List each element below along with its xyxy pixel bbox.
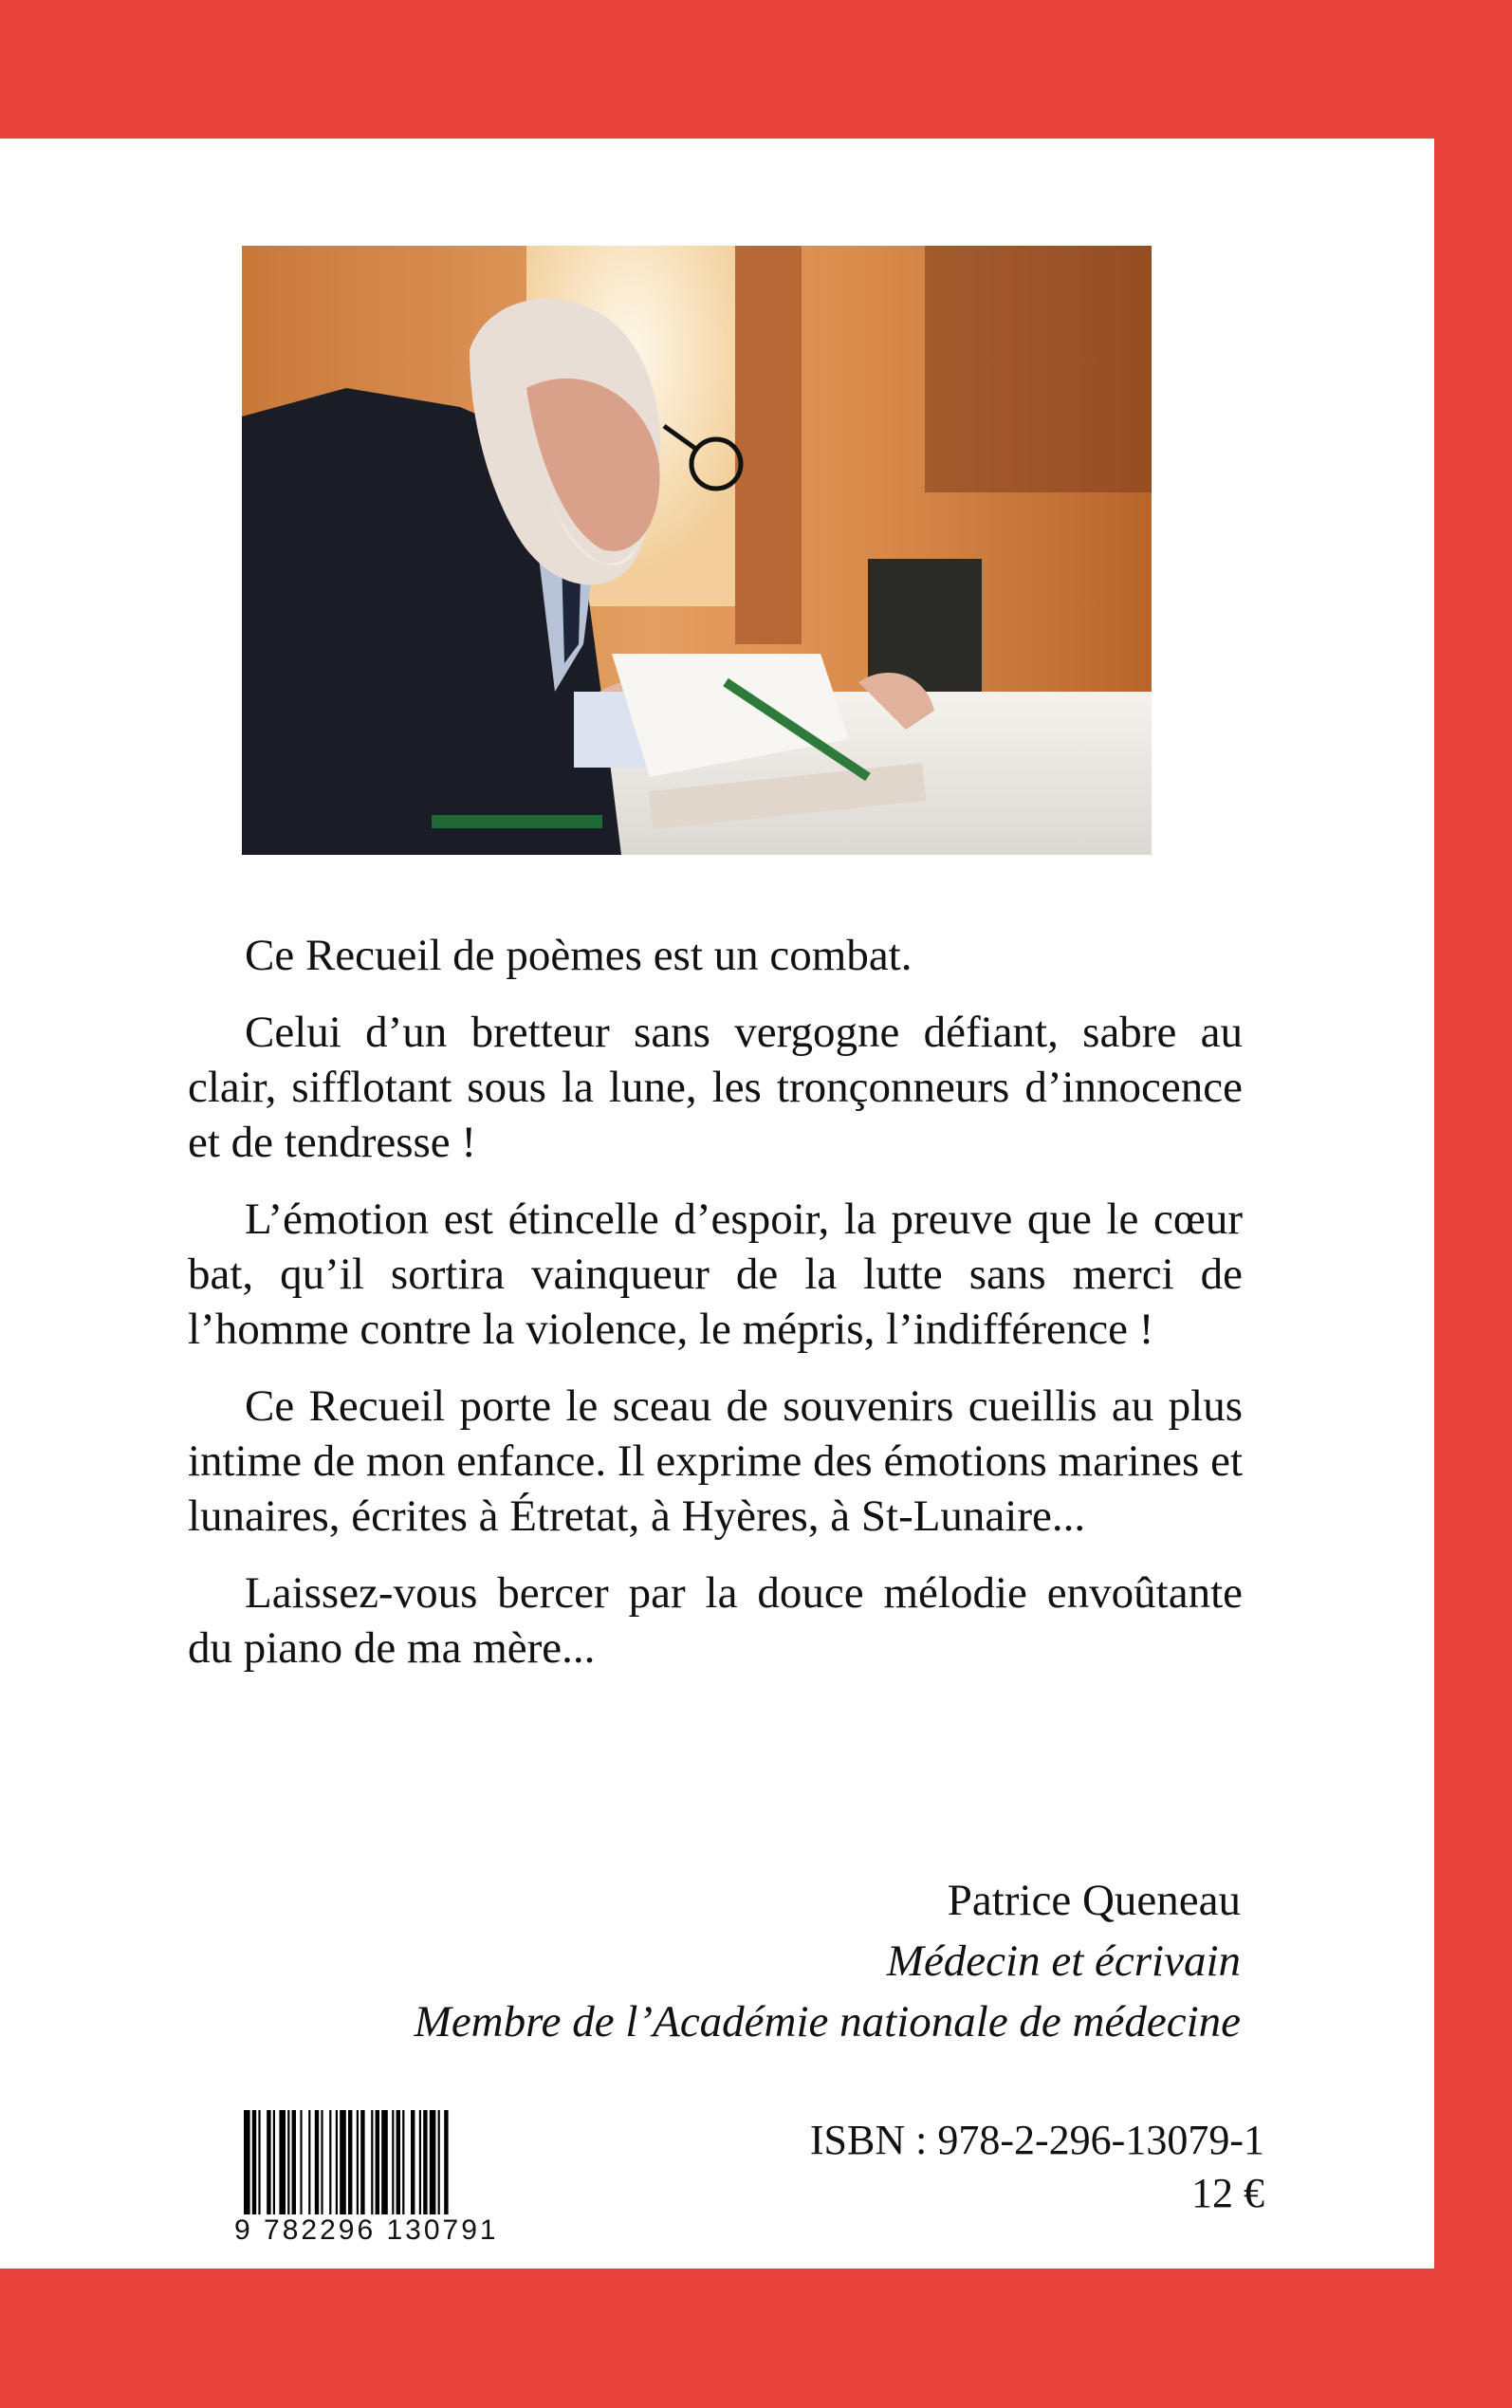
author-role: Médecin et écrivain xyxy=(886,1936,1241,1986)
barcode xyxy=(232,2110,545,2246)
paragraph: Ce Recueil porte le sceau de souvenirs cueillis au plus intime de mon enfance. Il exprime des émotions marines et lunaires, écrites à Étretat, à Hyères, à St-Lunaire... xyxy=(188,1381,1243,1541)
barcode-digits: 9 782296 130791 xyxy=(234,2214,499,2246)
paragraph: L’émotion est étincelle d’espoir, la preuve que le cœur bat, qu’il sortira vainqueur de la lutte sans merci de l’homme contre la violence, le mépris, l’indifférence ! xyxy=(188,1195,1243,1354)
isbn: ISBN : 978-2-296-13079-1 xyxy=(809,2117,1264,2163)
isbn-block xyxy=(810,2114,1264,2220)
author-portrait-photo-icon xyxy=(242,246,1152,855)
back-cover xyxy=(0,139,1434,2269)
author-name: Patrice Queneau xyxy=(947,1876,1241,1925)
paragraph: Ce Recueil de poèmes est un combat. xyxy=(245,931,913,980)
author-affiliation: Membre de l’Académie nationale de médecine xyxy=(414,1997,1241,2047)
paragraph: Laissez-vous bercer par la douce mélodie envoûtante du piano de ma mère... xyxy=(188,1568,1243,1673)
blurb xyxy=(188,928,1243,1697)
author-photo xyxy=(242,246,1152,855)
paragraph: Celui d’un bretteur sans vergogne défiant, sabre au clair, sifflotant sous la lune, les tronçonneurs d’innocence et de tendresse ! xyxy=(188,1008,1243,1167)
author-signature xyxy=(415,1870,1241,2052)
price: 12 € xyxy=(1191,2170,1264,2216)
barcode-icon xyxy=(232,2110,545,2224)
